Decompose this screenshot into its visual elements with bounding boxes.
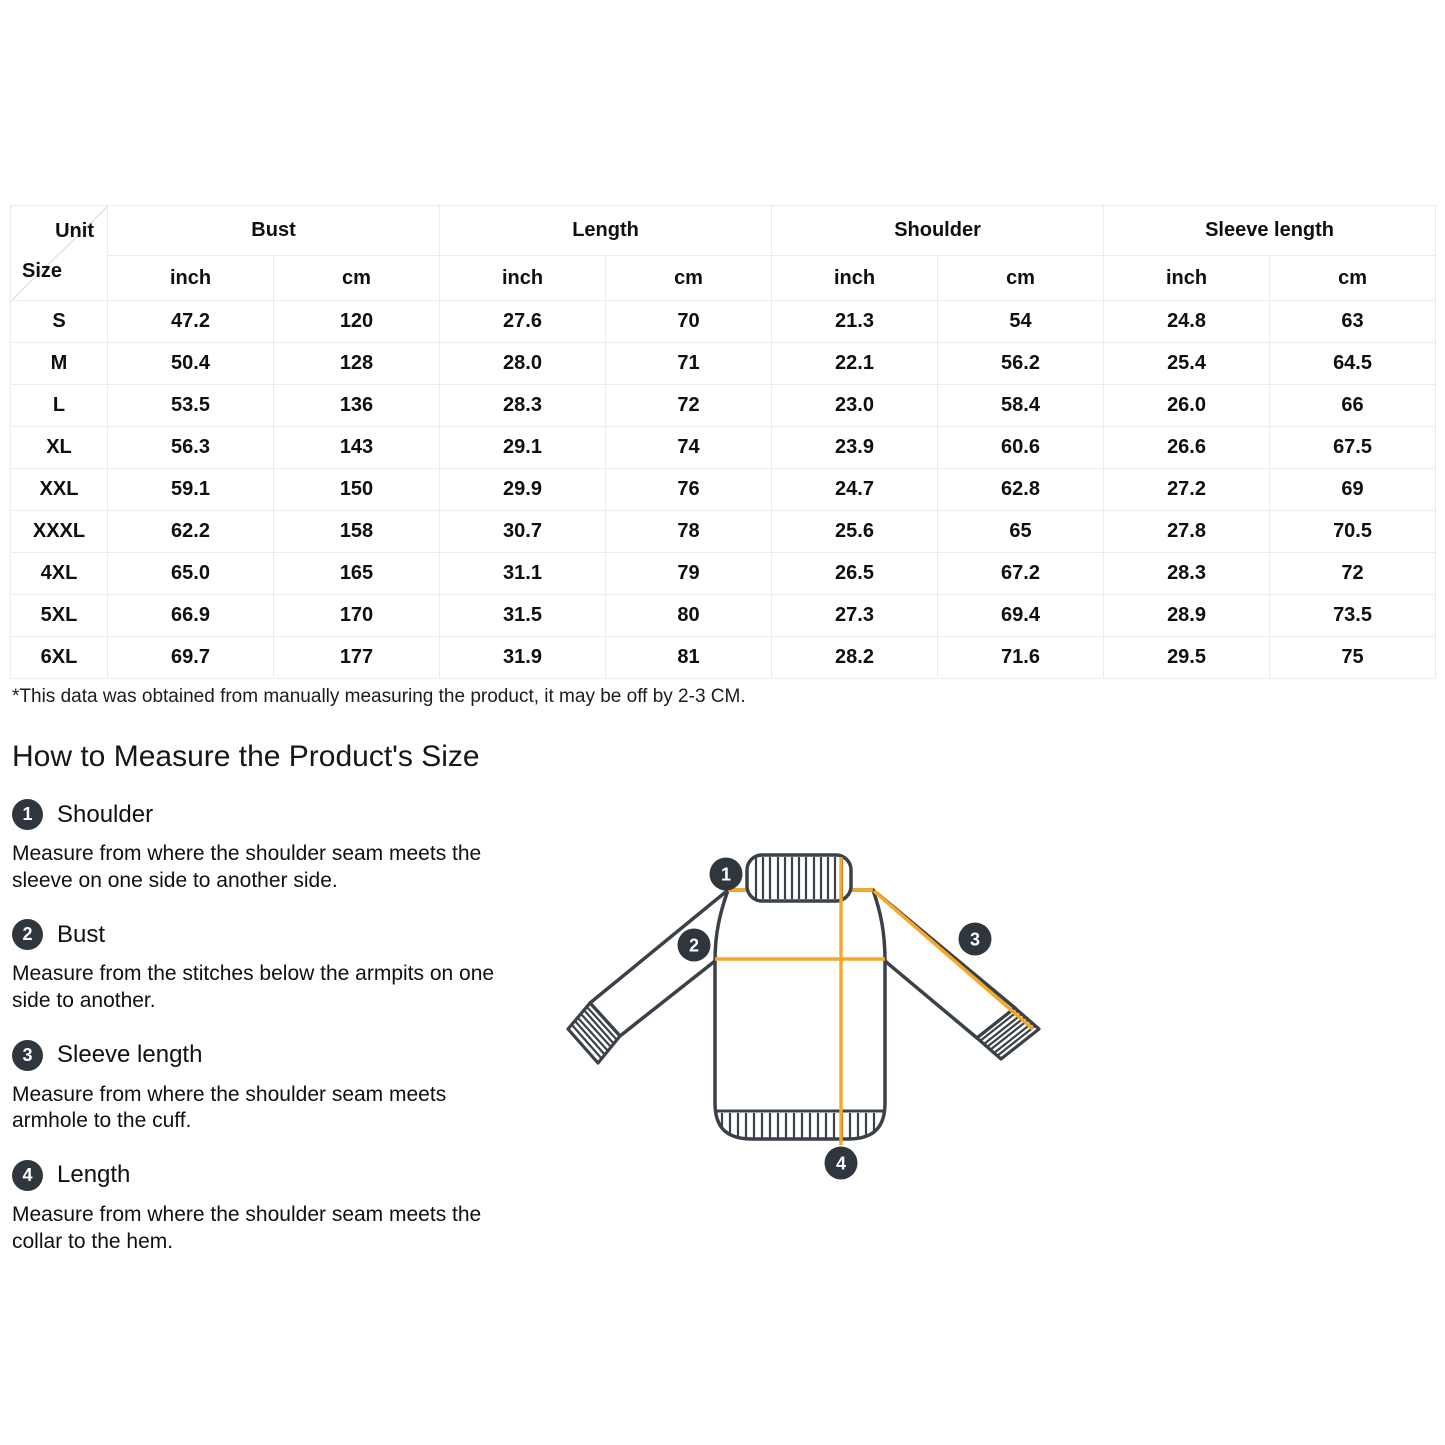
how-to-measure-section [12,799,1445,1299]
size-cell: XXL [11,469,108,511]
value-cell: 158 [274,511,440,553]
unit-header: cm [606,256,772,301]
size-cell: 4XL [11,553,108,595]
step-number-badge: 4 [12,1160,43,1191]
left-sleeve [568,890,728,1063]
value-cell: 26.6 [1104,427,1270,469]
value-cell: 73.5 [1270,595,1436,637]
value-cell: 27.6 [440,301,606,343]
step-number-badge: 3 [12,1040,43,1071]
value-cell: 47.2 [108,301,274,343]
svg-text:1: 1 [720,864,732,885]
value-cell: 58.4 [938,385,1104,427]
table-unit-header-row [11,256,1436,301]
value-cell: 165 [274,553,440,595]
how-to-measure-title: How to Measure the Product's Size [12,740,480,773]
measure-step-header [12,1040,532,1071]
size-cell: XL [11,427,108,469]
measurement-disclaimer: *This data was obtained from manually measuring the product, it may be off by 2-3 CM. [12,686,746,707]
value-cell: 28.9 [1104,595,1270,637]
value-cell: 120 [274,301,440,343]
value-cell: 22.1 [772,343,938,385]
size-cell: L [11,385,108,427]
svg-text:3: 3 [969,929,981,950]
value-cell: 75 [1270,637,1436,679]
measure-step-description: Measure from where the shoulder seam meets the collar to the hem. [12,1202,482,1253]
value-cell: 54 [938,301,1104,343]
value-cell: 30.7 [440,511,606,553]
value-cell: 72 [606,385,772,427]
unit-header: inch [1104,256,1270,301]
value-cell: 128 [274,343,440,385]
sweater-measurement-diagram [552,833,1052,1198]
unit-label: Unit [55,220,94,242]
value-cell: 28.3 [440,385,606,427]
value-cell: 70.5 [1270,511,1436,553]
value-cell: 56.3 [108,427,274,469]
size-cell: 5XL [11,595,108,637]
value-cell: 24.7 [772,469,938,511]
value-cell: 69.7 [108,637,274,679]
value-cell: 50.4 [108,343,274,385]
value-cell: 71 [606,343,772,385]
value-cell: 69 [1270,469,1436,511]
measure-step-item [12,799,532,894]
value-cell: 177 [274,637,440,679]
column-group-length: Length [440,206,772,256]
value-cell: 59.1 [108,469,274,511]
unit-size-corner-cell [11,206,108,301]
value-cell: 53.5 [108,385,274,427]
size-table-row [11,469,1436,511]
unit-header: cm [274,256,440,301]
size-table [10,205,1436,679]
measure-step-description: Measure from where the shoulder seam meets armhole to the cuff. [12,1082,447,1133]
badge-4-length [825,1147,858,1180]
size-table-row [11,427,1436,469]
value-cell: 70 [606,301,772,343]
value-cell: 78 [606,511,772,553]
value-cell: 27.3 [772,595,938,637]
size-table-row [11,301,1436,343]
size-table-row [11,385,1436,427]
value-cell: 25.6 [772,511,938,553]
value-cell: 21.3 [772,301,938,343]
value-cell: 28.3 [1104,553,1270,595]
measure-step-label: Length [57,1161,131,1189]
value-cell: 25.4 [1104,343,1270,385]
value-cell: 69.4 [938,595,1104,637]
measure-step-item [12,919,532,1014]
value-cell: 29.1 [440,427,606,469]
value-cell: 79 [606,553,772,595]
size-cell: XXXL [11,511,108,553]
unit-header: cm [938,256,1104,301]
value-cell: 66.9 [108,595,274,637]
value-cell: 143 [274,427,440,469]
value-cell: 72 [1270,553,1436,595]
table-group-header-row [11,206,1436,256]
value-cell: 71.6 [938,637,1104,679]
value-cell: 74 [606,427,772,469]
value-cell: 67.5 [1270,427,1436,469]
measure-step-header [12,799,532,830]
value-cell: 29.5 [1104,637,1270,679]
column-group-shoulder: Shoulder [772,206,1104,256]
value-cell: 63 [1270,301,1436,343]
collar-ribbing [756,857,842,899]
value-cell: 28.0 [440,343,606,385]
svg-text:4: 4 [835,1153,847,1174]
value-cell: 27.2 [1104,469,1270,511]
unit-header: cm [1270,256,1436,301]
size-table-row [11,553,1436,595]
svg-text:2: 2 [688,935,700,956]
value-cell: 31.1 [440,553,606,595]
badge-1-shoulder [710,858,743,891]
value-cell: 60.6 [938,427,1104,469]
size-table-row [11,343,1436,385]
size-label: Size [22,260,63,282]
value-cell: 24.8 [1104,301,1270,343]
value-cell: 136 [274,385,440,427]
measure-step-header [12,919,532,950]
step-number-badge: 1 [12,799,43,830]
value-cell: 76 [606,469,772,511]
size-cell: 6XL [11,637,108,679]
step-number-badge: 2 [12,919,43,950]
measure-step-description: Measure from the stitches below the armpits on one side to another. [12,962,495,1012]
unit-header: inch [108,256,274,301]
badge-2-bust [678,929,711,962]
measure-step-description: Measure from where the shoulder seam meets the sleeve on one side to another side. [12,842,482,892]
value-cell: 28.2 [772,637,938,679]
value-cell: 65.0 [108,553,274,595]
badge-3-sleeve-length [959,923,992,956]
unit-header: inch [440,256,606,301]
value-cell: 26.0 [1104,385,1270,427]
measure-step-item [12,1040,532,1135]
value-cell: 23.0 [772,385,938,427]
value-cell: 62.2 [108,511,274,553]
value-cell: 31.5 [440,595,606,637]
measure-step-label: Shoulder [57,800,154,828]
size-table-row [11,595,1436,637]
collar [747,855,851,901]
value-cell: 29.9 [440,469,606,511]
measure-step-item [12,1160,532,1255]
measure-step-label: Sleeve length [57,1041,203,1069]
value-cell: 150 [274,469,440,511]
value-cell: 27.8 [1104,511,1270,553]
value-cell: 66 [1270,385,1436,427]
value-cell: 64.5 [1270,343,1436,385]
right-sleeve [873,890,1039,1059]
value-cell: 65 [938,511,1104,553]
sweater-body [715,890,885,1139]
size-table-row [11,511,1436,553]
column-group-sleeve-length: Sleeve length [1104,206,1436,256]
size-cell: S [11,301,108,343]
value-cell: 170 [274,595,440,637]
measure-step-label: Bust [57,920,106,948]
value-cell: 81 [606,637,772,679]
value-cell: 80 [606,595,772,637]
value-cell: 67.2 [938,553,1104,595]
size-cell: M [11,343,108,385]
value-cell: 23.9 [772,427,938,469]
unit-header: inch [772,256,938,301]
value-cell: 62.8 [938,469,1104,511]
measure-step-header [12,1160,532,1191]
size-table-row [11,637,1436,679]
value-cell: 26.5 [772,553,938,595]
value-cell: 31.9 [440,637,606,679]
value-cell: 56.2 [938,343,1104,385]
column-group-bust: Bust [108,206,440,256]
